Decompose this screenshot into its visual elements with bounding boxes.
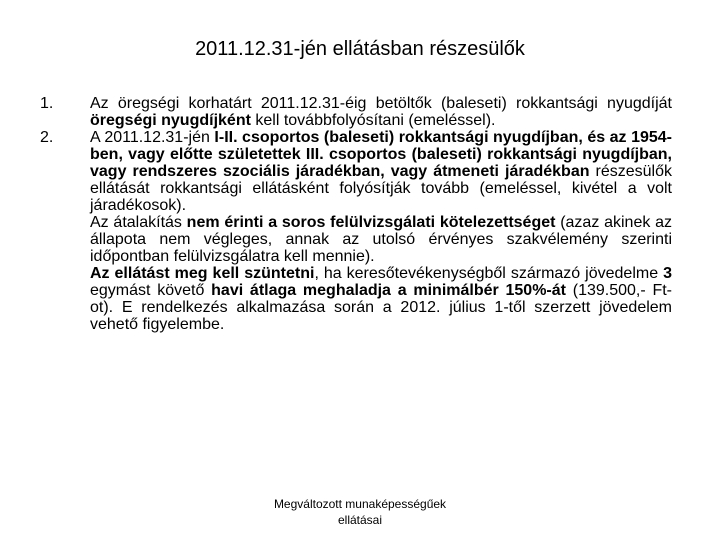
- list-number: 1.: [40, 95, 54, 112]
- list-item-text: [90, 95, 672, 129]
- text-segment: kell továbbfolyósítani (emeléssel).: [250, 112, 496, 129]
- footer-caption: [230, 496, 490, 528]
- text-segment: egymást követő: [90, 282, 212, 299]
- list-item-1: [40, 95, 672, 129]
- paragraph: [90, 265, 672, 333]
- footer-line: Megváltozott munaképességűek: [273, 497, 447, 511]
- text-segment: Az átalakítás: [90, 214, 187, 231]
- text-segment: A 2011.12.31-jén: [90, 129, 215, 146]
- text-segment: részesülők ellátását rokkantsági ellátásként folyósítják tovább (emeléssel, kivétel a volt járadékosok).: [90, 163, 673, 214]
- bold-segment: I-II. csoportos (baleseti) rokkantsági nyugdíjban, és az 1954-ben, vagy előtte születettek III. csoportos (baleseti) rokkantsági nyugdíjban, vagy rendszeres szociális járadékban, vagy átmeneti járadékban: [90, 129, 673, 180]
- text-segment: (azaz akinek az állapota nem végleges, annak az utolsó érvényes szakvélemény szerinti időpontban felülvizsgálatra kell mennie).: [90, 214, 672, 265]
- paragraph: [90, 214, 672, 265]
- paragraph: [90, 129, 672, 214]
- list-item-2: [40, 129, 672, 333]
- text-segment: , ha keresőtevékenységből származó jövedelme: [314, 265, 664, 282]
- list-number: 2.: [40, 129, 54, 146]
- bold-segment: Az ellátást meg kell szüntetni: [90, 265, 315, 282]
- list-item-text: [90, 129, 672, 333]
- text-segment: (139.500,- Ft-ot). E rendelkezés alkalmazása során a 2012. július 1-től szerzett jövedelem vehető figyelembe.: [90, 282, 673, 333]
- bold-segment: 3: [663, 265, 672, 282]
- page-title: 2011.12.31-jén ellátásban részesülők: [195, 38, 525, 60]
- footer-line: ellátásai: [337, 513, 383, 527]
- numbered-list: [40, 95, 672, 333]
- bold-segment: havi átlaga meghaladja a minimálbér 150%-át: [211, 282, 566, 299]
- bold-segment: öregségi nyugdíjként: [90, 112, 251, 129]
- text-segment: Az öregségi korhatárt 2011.12.31-éig betöltők (baleseti) rokkantsági nyugdíját: [90, 95, 672, 112]
- bold-segment: nem érinti a soros felülvizsgálati kötelezettséget: [186, 214, 556, 231]
